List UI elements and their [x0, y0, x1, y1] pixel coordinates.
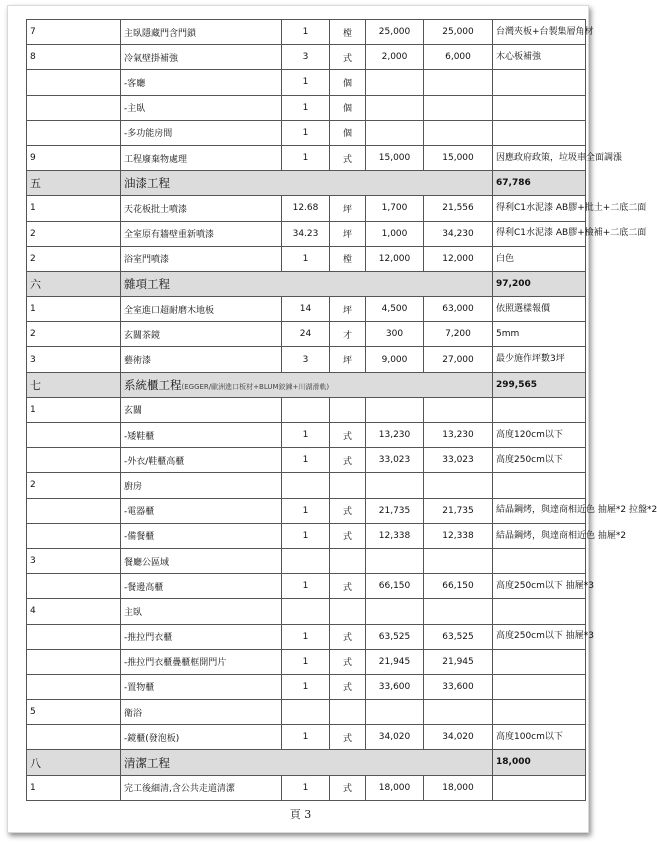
table-row: [27, 473, 586, 498]
unit-cell: 個: [330, 70, 366, 95]
table-row: [27, 725, 586, 750]
item-number-cell: [27, 649, 121, 674]
item-number-cell: 9: [27, 145, 121, 170]
item-number-cell: [27, 674, 121, 699]
table-row: [27, 196, 586, 221]
unit-cell: 式: [330, 498, 366, 523]
amount-cell: 33,600: [424, 674, 493, 699]
item-name-cell: -備餐櫃: [121, 523, 282, 548]
unit-cell: 式: [330, 574, 366, 599]
section-title-cell: [121, 271, 493, 296]
quantity-cell: 1: [282, 523, 330, 548]
remark-cell: [493, 120, 586, 145]
unit-price-cell: [366, 599, 424, 624]
section-subtotal-cell: 18,000: [493, 750, 586, 775]
item-number-cell: 2: [27, 473, 121, 498]
item-number-cell: 六: [27, 271, 121, 296]
unit-price-cell: 9,000: [366, 347, 424, 372]
unit-cell: [330, 473, 366, 498]
quantity-cell: 34.23: [282, 221, 330, 246]
table-row: [27, 145, 586, 170]
unit-cell: 坪: [330, 196, 366, 221]
quantity-cell: [282, 700, 330, 725]
item-number-cell: 3: [27, 548, 121, 573]
section-spec: (EGGER/歐洲進口板材+BLUM鉸鍊+川湖滑軌): [181, 382, 330, 391]
item-name-cell: 主臥隱藏門含門鎖: [121, 20, 282, 45]
item-number-cell: 8: [27, 45, 121, 70]
quantity-cell: 1: [282, 574, 330, 599]
table-row: [27, 624, 586, 649]
unit-price-cell: 12,000: [366, 246, 424, 271]
document-page: [7, 5, 657, 833]
amount-cell: [424, 120, 493, 145]
quantity-cell: 1: [282, 70, 330, 95]
remark-cell: [493, 70, 586, 95]
amount-cell: 15,000: [424, 145, 493, 170]
quantity-cell: [282, 599, 330, 624]
unit-price-cell: 18,000: [366, 775, 424, 800]
item-name-cell: 玄關: [121, 397, 282, 422]
quantity-cell: 24: [282, 322, 330, 347]
section-row: [27, 271, 586, 296]
quantity-cell: 1: [282, 246, 330, 271]
remark-cell: [493, 548, 586, 573]
amount-cell: 34,020: [424, 725, 493, 750]
amount-cell: 63,000: [424, 297, 493, 322]
unit-price-cell: [366, 397, 424, 422]
amount-cell: 7,200: [424, 322, 493, 347]
item-name-cell: 完工後細清,含公共走道清潔: [121, 775, 282, 800]
unit-cell: 式: [330, 523, 366, 548]
item-number-cell: [27, 624, 121, 649]
item-name-cell: 全室進口超耐磨木地板: [121, 297, 282, 322]
item-number-cell: [27, 448, 121, 473]
quantity-cell: 1: [282, 95, 330, 120]
amount-cell: 12,338: [424, 523, 493, 548]
item-name-cell: 餐廳公區域: [121, 548, 282, 573]
item-number-cell: [27, 725, 121, 750]
item-name-cell: 藝術漆: [121, 347, 282, 372]
remark-cell: 依照選樣報價: [493, 297, 586, 322]
item-number-cell: [27, 70, 121, 95]
remark-cell: 得利C1水泥漆 AB膠+批土+二底二面: [493, 196, 586, 221]
table-row: [27, 548, 586, 573]
remark-cell: 5mm: [493, 322, 586, 347]
item-name-cell: -推拉門衣櫃疊櫃框開門片: [121, 649, 282, 674]
remark-cell: 高度100cm以下: [493, 725, 586, 750]
unit-cell: 樘: [330, 246, 366, 271]
remark-cell: 高度250cm以下 抽屜*3: [493, 574, 586, 599]
table-row: [27, 246, 586, 271]
quantity-cell: 1: [282, 775, 330, 800]
item-name-cell: -鏡櫃(發泡板): [121, 725, 282, 750]
item-name-cell: -推拉門衣櫃: [121, 624, 282, 649]
table-row: [27, 649, 586, 674]
unit-price-cell: [366, 95, 424, 120]
table-row: [27, 120, 586, 145]
quantity-cell: 3: [282, 347, 330, 372]
unit-price-cell: 25,000: [366, 20, 424, 45]
table-row: [27, 347, 586, 372]
item-name-cell: 衛浴: [121, 700, 282, 725]
item-number-cell: 3: [27, 347, 121, 372]
unit-price-cell: 300: [366, 322, 424, 347]
remark-cell: 高度250cm以下 抽屜*3: [493, 624, 586, 649]
section-subtotal-cell: 299,565: [493, 372, 586, 397]
unit-cell: 坪: [330, 347, 366, 372]
quantity-cell: 1: [282, 649, 330, 674]
item-name-cell: -多功能房間: [121, 120, 282, 145]
item-name-cell: 浴室門噴漆: [121, 246, 282, 271]
section-title-cell: [121, 372, 493, 397]
quantity-cell: [282, 473, 330, 498]
quantity-cell: 1: [282, 423, 330, 448]
unit-price-cell: 13,230: [366, 423, 424, 448]
unit-price-cell: 21,735: [366, 498, 424, 523]
amount-cell: 25,000: [424, 20, 493, 45]
amount-cell: 12,000: [424, 246, 493, 271]
quantity-cell: [282, 397, 330, 422]
quantity-cell: 1: [282, 145, 330, 170]
quantity-cell: 3: [282, 45, 330, 70]
remark-cell: [493, 95, 586, 120]
quantity-cell: 1: [282, 498, 330, 523]
remark-cell: [493, 599, 586, 624]
item-name-cell: -電器櫃: [121, 498, 282, 523]
unit-price-cell: 33,023: [366, 448, 424, 473]
unit-cell: 式: [330, 423, 366, 448]
unit-price-cell: 33,600: [366, 674, 424, 699]
unit-price-cell: 15,000: [366, 145, 424, 170]
item-name-cell: 天花板批土噴漆: [121, 196, 282, 221]
remark-cell: 台灣夾板+台製集層角材: [493, 20, 586, 45]
quantity-cell: 1: [282, 725, 330, 750]
section-title: 油漆工程: [124, 176, 170, 191]
quantity-cell: 1: [282, 448, 330, 473]
table-row: [27, 448, 586, 473]
table-row: [27, 523, 586, 548]
unit-cell: 坪: [330, 297, 366, 322]
item-name-cell: 全室原有牆壁重新噴漆: [121, 221, 282, 246]
remark-cell: [493, 397, 586, 422]
item-number-cell: [27, 120, 121, 145]
amount-cell: [424, 599, 493, 624]
unit-price-cell: [366, 548, 424, 573]
unit-price-cell: 2,000: [366, 45, 424, 70]
amount-cell: 66,150: [424, 574, 493, 599]
table-row: [27, 775, 586, 800]
unit-price-cell: [366, 700, 424, 725]
unit-price-cell: [366, 473, 424, 498]
unit-cell: 坪: [330, 221, 366, 246]
section-row: [27, 171, 586, 196]
item-number-cell: 七: [27, 372, 121, 397]
amount-cell: 27,000: [424, 347, 493, 372]
section-title-cell: [121, 750, 493, 775]
unit-cell: 個: [330, 95, 366, 120]
table-row: [27, 221, 586, 246]
unit-cell: [330, 700, 366, 725]
unit-cell: 式: [330, 448, 366, 473]
item-number-cell: 1: [27, 775, 121, 800]
item-name-cell: -客廳: [121, 70, 282, 95]
amount-cell: 33,023: [424, 448, 493, 473]
remark-cell: [493, 674, 586, 699]
remark-cell: 最少施作坪數3坪: [493, 347, 586, 372]
section-title: 雜項工程: [124, 276, 170, 291]
remark-cell: 木心板補強: [493, 45, 586, 70]
item-name-cell: -外衣/鞋櫃高櫃: [121, 448, 282, 473]
table-row: [27, 70, 586, 95]
quantity-cell: 1: [282, 624, 330, 649]
amount-cell: [424, 700, 493, 725]
item-number-cell: 5: [27, 700, 121, 725]
quantity-cell: 1: [282, 120, 330, 145]
item-number-cell: [27, 574, 121, 599]
section-title-cell: [121, 171, 493, 196]
remark-cell: 得利C1水泥漆 AB膠+檢補+二底二面: [493, 221, 586, 246]
table-row: [27, 674, 586, 699]
remark-cell: 高度120cm以下: [493, 423, 586, 448]
quantity-cell: 12.68: [282, 196, 330, 221]
amount-cell: 63,525: [424, 624, 493, 649]
unit-price-cell: 21,945: [366, 649, 424, 674]
unit-price-cell: 34,020: [366, 725, 424, 750]
quantity-cell: [282, 548, 330, 573]
item-name-cell: 廚房: [121, 473, 282, 498]
remark-cell: 白色: [493, 246, 586, 271]
table-row: [27, 498, 586, 523]
unit-price-cell: [366, 70, 424, 95]
item-number-cell: [27, 498, 121, 523]
unit-cell: 式: [330, 674, 366, 699]
item-number-cell: 4: [27, 599, 121, 624]
item-number-cell: 2: [27, 246, 121, 271]
unit-cell: 樘: [330, 20, 366, 45]
table-row: [27, 423, 586, 448]
table-row: [27, 574, 586, 599]
table-row: [27, 297, 586, 322]
unit-cell: 個: [330, 120, 366, 145]
item-number-cell: 1: [27, 297, 121, 322]
item-number-cell: [27, 523, 121, 548]
unit-cell: 式: [330, 45, 366, 70]
amount-cell: 21,945: [424, 649, 493, 674]
unit-cell: 式: [330, 624, 366, 649]
amount-cell: [424, 70, 493, 95]
section-row: [27, 372, 586, 397]
remark-cell: 結晶鋼烤，與達商相近色 抽屜*2: [493, 523, 586, 548]
unit-cell: 式: [330, 145, 366, 170]
amount-cell: 21,556: [424, 196, 493, 221]
unit-price-cell: 4,500: [366, 297, 424, 322]
table-row: [27, 397, 586, 422]
unit-cell: 式: [330, 725, 366, 750]
table-row: [27, 599, 586, 624]
table-body: [27, 20, 657, 801]
unit-price-cell: 63,525: [366, 624, 424, 649]
remark-cell: [493, 700, 586, 725]
remark-cell: 結晶鋼烤，與達商相近色 抽屜*2 拉盤*2: [493, 498, 586, 523]
unit-price-cell: 1,700: [366, 196, 424, 221]
quantity-cell: 1: [282, 674, 330, 699]
item-name-cell: 主臥: [121, 599, 282, 624]
item-name-cell: -餐邊高櫃: [121, 574, 282, 599]
amount-cell: 21,735: [424, 498, 493, 523]
section-subtotal-cell: 97,200: [493, 271, 586, 296]
table-row: [27, 45, 586, 70]
item-number-cell: 五: [27, 171, 121, 196]
amount-cell: [424, 397, 493, 422]
quantity-cell: 1: [282, 20, 330, 45]
item-name-cell: 冷氣壁掛補強: [121, 45, 282, 70]
amount-cell: [424, 473, 493, 498]
table-row: [27, 95, 586, 120]
amount-cell: [424, 548, 493, 573]
page-number: 頁 3: [289, 808, 312, 821]
amount-cell: 6,000: [424, 45, 493, 70]
item-number-cell: 1: [27, 196, 121, 221]
amount-cell: 18,000: [424, 775, 493, 800]
table-row: [27, 700, 586, 725]
amount-cell: 34,230: [424, 221, 493, 246]
amount-cell: 13,230: [424, 423, 493, 448]
remark-cell: [493, 775, 586, 800]
unit-cell: 才: [330, 322, 366, 347]
item-name-cell: 玄關茶鏡: [121, 322, 282, 347]
section-title: 清潔工程: [124, 755, 170, 770]
item-number-cell: 2: [27, 221, 121, 246]
section-row: [27, 750, 586, 775]
table-row: [27, 20, 586, 45]
quotation-table: [26, 19, 657, 801]
item-name-cell: 工程廢棄物處理: [121, 145, 282, 170]
item-number-cell: 1: [27, 397, 121, 422]
unit-cell: [330, 548, 366, 573]
item-name-cell: -矮鞋櫃: [121, 423, 282, 448]
quantity-cell: 14: [282, 297, 330, 322]
item-number-cell: [27, 95, 121, 120]
unit-price-cell: [366, 120, 424, 145]
item-number-cell: 2: [27, 322, 121, 347]
item-number-cell: 7: [27, 20, 121, 45]
remark-cell: 高度250cm以下: [493, 448, 586, 473]
item-name-cell: -主臥: [121, 95, 282, 120]
unit-cell: 式: [330, 775, 366, 800]
remark-cell: 因應政府政策，垃圾車全面調漲: [493, 145, 586, 170]
unit-cell: 式: [330, 649, 366, 674]
table-row: [27, 322, 586, 347]
unit-price-cell: 12,338: [366, 523, 424, 548]
unit-price-cell: 1,000: [366, 221, 424, 246]
unit-cell: [330, 599, 366, 624]
item-name-cell: -置物櫃: [121, 674, 282, 699]
unit-price-cell: 66,150: [366, 574, 424, 599]
item-number-cell: [27, 423, 121, 448]
unit-cell: [330, 397, 366, 422]
section-title: 系統櫃工程: [124, 377, 182, 392]
item-number-cell: 八: [27, 750, 121, 775]
amount-cell: [424, 95, 493, 120]
remark-cell: [493, 649, 586, 674]
remark-cell: [493, 473, 586, 498]
section-subtotal-cell: 67,786: [493, 171, 586, 196]
